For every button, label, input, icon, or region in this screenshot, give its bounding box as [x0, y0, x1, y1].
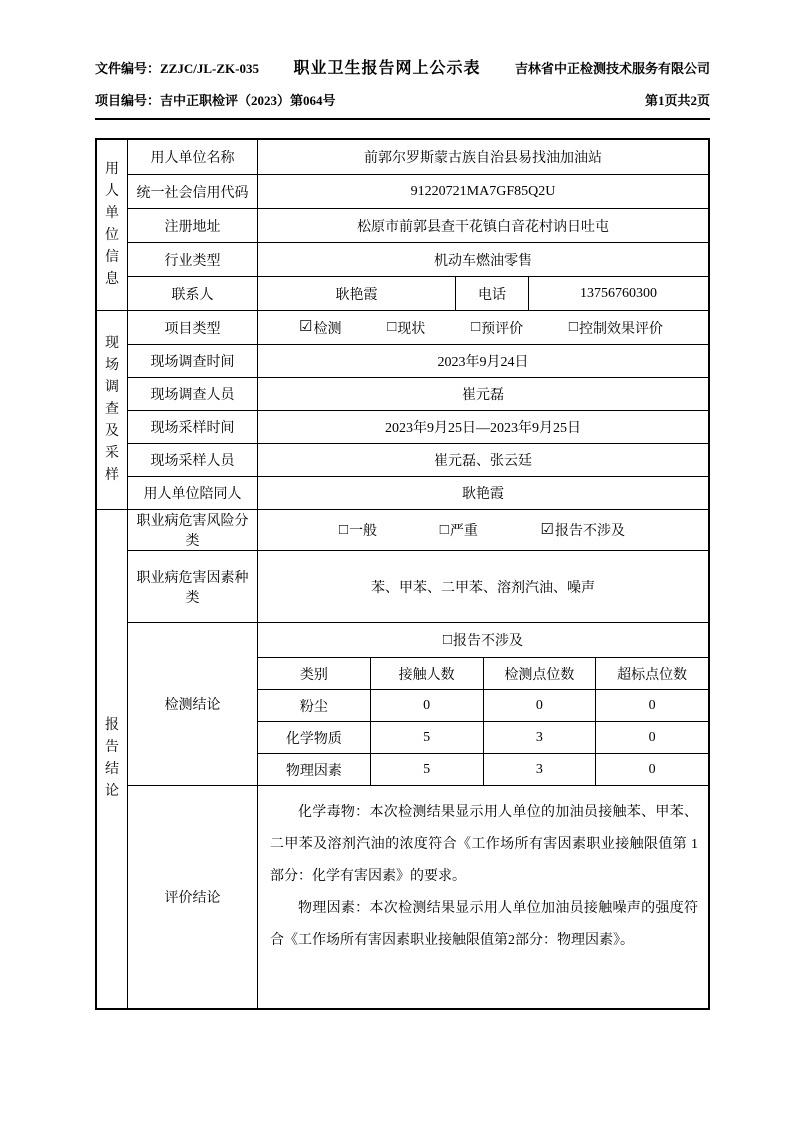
field-label: 现场调查时间 — [128, 345, 258, 377]
table-row-detection — [128, 622, 708, 785]
header-divider — [95, 118, 710, 120]
project-type-options — [258, 311, 708, 344]
checkbox-unchecked-icon: □ — [439, 521, 449, 538]
checkbox-option-label: 报告不涉及 — [453, 634, 524, 649]
evaluation-text — [258, 786, 708, 1008]
detection-table-header-row — [258, 657, 708, 689]
field-label: 项目类型 — [128, 311, 258, 344]
section-survey-sampling — [97, 310, 708, 509]
section-report-body — [128, 510, 708, 1008]
table-cell: 0 — [595, 754, 708, 785]
field-label: 现场调查人员 — [128, 378, 258, 410]
detection-not-involved — [258, 623, 708, 657]
checkbox-checked-icon: ☑ — [540, 521, 554, 538]
checkbox-option-label: 一般 — [349, 524, 378, 539]
checkbox-option — [387, 318, 425, 338]
checkbox-option — [339, 520, 377, 540]
section-employer-body — [128, 140, 708, 310]
table-row — [128, 208, 708, 242]
detection-results — [258, 623, 708, 785]
field-value: 苯、甲苯、二甲苯、溶剂汽油、噪声 — [371, 580, 595, 596]
table-row — [128, 443, 708, 476]
checkbox-option — [440, 520, 478, 540]
field-label: 现场采样人员 — [128, 444, 258, 476]
table-row-contact — [128, 276, 708, 310]
checkbox-option-label: 现状 — [397, 321, 426, 337]
field-label: 注册地址 — [128, 209, 258, 242]
field-label: 职业病危害风险分类 — [128, 510, 258, 550]
section-report-label-cell — [97, 510, 128, 1008]
column-header: 超标点位数 — [595, 658, 708, 689]
table-cell: 0 — [483, 690, 596, 721]
table-row — [128, 242, 708, 276]
table-row — [128, 344, 708, 377]
field-value: 2023年9月25日—2023年9月25日 — [385, 421, 581, 436]
table-cell: 5 — [370, 754, 483, 785]
checkbox-option-label: 预评价 — [481, 321, 524, 337]
table-row-evaluation — [128, 785, 708, 1008]
field-value: 91220721MA7GF85Q2U — [410, 183, 556, 199]
detection-table-row — [258, 753, 708, 785]
table-row-risk-class — [128, 510, 708, 550]
field-value: 崔元磊 — [462, 388, 504, 403]
table-cell: 物理因素 — [285, 763, 342, 779]
table-row-hazard-factors — [128, 550, 708, 622]
checkbox-option-label: 严重 — [449, 524, 478, 539]
document-subheader — [95, 90, 710, 109]
field-value: 前郭尔罗斯蒙古族自治县易找油加油站 — [364, 151, 602, 166]
field-label: 职业病危害因素种类 — [128, 551, 258, 622]
checkbox-option-label: 报告不涉及 — [554, 524, 625, 539]
field-value: 机动车燃油零售 — [434, 253, 532, 269]
phone-number: 13756760300 — [580, 285, 657, 301]
field-label: 评价结论 — [128, 786, 258, 1008]
table-cell: 化学物质 — [285, 731, 342, 747]
table-cell: 0 — [595, 690, 708, 721]
phone-label: 电话 — [456, 277, 529, 310]
table-cell: 0 — [595, 722, 708, 753]
checkbox-option — [299, 318, 341, 338]
document-content — [95, 55, 710, 1010]
detection-table-row — [258, 689, 708, 721]
field-label: 联系人 — [128, 277, 258, 310]
evaluation-paragraph-chemical: 化学毒物：本次检测结果显示用人单位的加油员接触苯、甲苯、二甲苯及溶剂汽油的浓度符合《工作场所有害因素职业接触限值第 1 部分：化学有害因素》的要求。 — [270, 805, 698, 884]
project-number: 项目编号：吉中正职检评（2023）第064号 — [95, 93, 336, 108]
table-row — [128, 174, 708, 208]
form-table — [95, 138, 710, 1010]
table-row — [128, 140, 708, 174]
section-employer-label-cell — [97, 140, 128, 310]
checkbox-unchecked-icon: □ — [568, 319, 578, 335]
column-header: 检测点位数 — [483, 658, 596, 689]
table-cell: 0 — [370, 690, 483, 721]
table-row — [128, 410, 708, 443]
section-label: 用人单位信息 — [105, 162, 119, 287]
table-cell: 3 — [483, 722, 596, 753]
checkbox-option — [471, 318, 523, 338]
checkbox-option-label: 检测 — [313, 321, 342, 337]
table-row — [128, 377, 708, 410]
field-label: 现场采样时间 — [128, 411, 258, 443]
table-row — [128, 476, 708, 509]
table-cell: 5 — [370, 722, 483, 753]
column-header: 类别 — [299, 667, 328, 683]
contact-name: 耿艳霞 — [258, 277, 456, 310]
document-header — [95, 55, 710, 78]
page-title: 职业卫生报告网上公示表 — [293, 60, 481, 77]
checkbox-unchecked-icon: □ — [339, 521, 349, 538]
section-report-conclusion — [97, 509, 708, 1008]
field-value: 耿艳霞 — [462, 487, 504, 502]
field-label: 统一社会信用代码 — [128, 175, 258, 208]
checkbox-checked-icon: ☑ — [299, 319, 313, 335]
field-value: 2023年9月24日 — [437, 355, 529, 370]
checkbox-unchecked-icon: □ — [442, 631, 453, 648]
table-row-project-type — [128, 311, 708, 344]
checkbox-unchecked-icon: □ — [387, 319, 397, 335]
doc-number: 文件编号：ZZJC/JL-ZK-035 — [95, 61, 259, 76]
field-value: 崔元磊、张云廷 — [434, 454, 532, 469]
field-label: 检测结论 — [128, 623, 258, 785]
detection-table-row — [258, 721, 708, 753]
section-survey-body — [128, 311, 708, 509]
checkbox-unchecked-icon: □ — [471, 319, 481, 335]
field-value: 松原市前郭县查干花镇白音花村讷日吐屯 — [357, 219, 609, 235]
column-header: 接触人数 — [370, 658, 483, 689]
risk-class-options — [258, 510, 708, 550]
page-indicator: 第1页共2页 — [644, 93, 710, 108]
field-label: 用人单位名称 — [128, 140, 258, 174]
section-employer-info — [97, 140, 708, 310]
checkbox-option — [569, 318, 663, 338]
section-label: 报告结论 — [105, 718, 119, 799]
table-cell: 3 — [483, 754, 596, 785]
section-label: 现场调查及采样 — [105, 336, 119, 483]
checkbox-option — [541, 520, 625, 540]
company-name: 吉林省中正检测技术服务有限公司 — [514, 61, 710, 76]
table-cell: 粉尘 — [299, 699, 328, 715]
evaluation-paragraph-physical: 物理因素：本次检测结果显示用人单位加油员接触噪声的强度符合《工作场所有害因素职业接触限值第2部分：物理因素》。 — [270, 901, 698, 948]
checkbox-option-label: 控制效果评价 — [578, 321, 663, 337]
field-label: 用人单位陪同人 — [128, 477, 258, 509]
section-survey-label-cell — [97, 311, 128, 509]
field-label: 行业类型 — [128, 243, 258, 276]
